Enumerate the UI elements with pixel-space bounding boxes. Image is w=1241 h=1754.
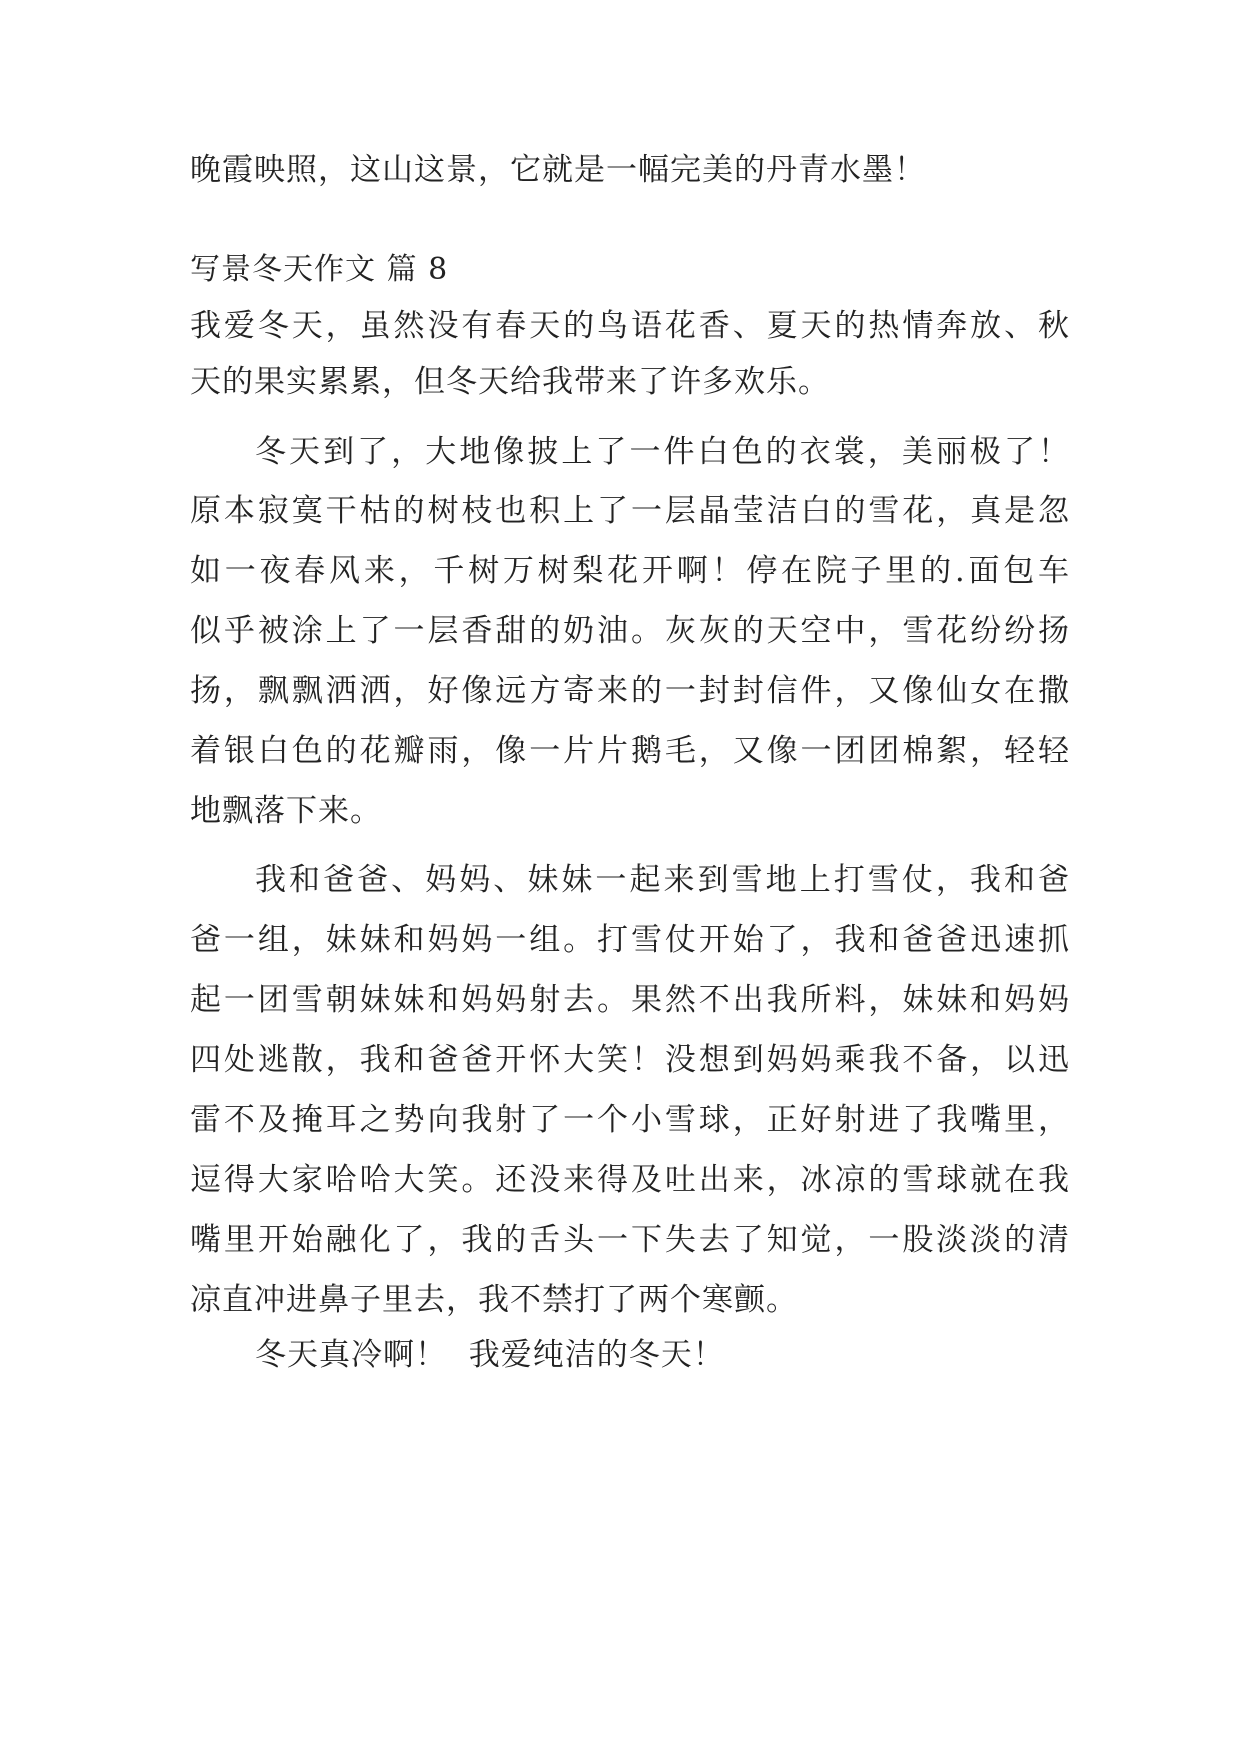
paragraph-line: 起一团雪朝妹妹和妈妈射去。果然不出我所料，妹妹和妈妈 — [190, 982, 1070, 1018]
paragraph-line: 我和爸爸、妈妈、妹妹一起来到雪地上打雪仗，我和爸 — [255, 862, 1070, 898]
paragraph-line: 爸一组，妹妹和妈妈一组。打雪仗开始了，我和爸爸迅速抓 — [190, 922, 1070, 958]
paragraph-line: 冬天到了，大地像披上了一件白色的衣裳，美丽极了！ — [255, 434, 1070, 470]
paragraph-line: 我爱冬天，虽然没有春天的鸟语花香、夏天的热情奔放、秋 — [190, 308, 1070, 344]
paragraph-line: 着银白色的花瓣雨，像一片片鹅毛，又像一团团棉絮，轻轻 — [190, 733, 1070, 769]
paragraph-line: 原本寂寞干枯的树枝也积上了一层晶莹洁白的雪花，真是忽 — [190, 493, 1070, 529]
paragraph-line: 扬，飘飘洒洒，好像远方寄来的一封封信件，又像仙女在撒 — [190, 673, 1070, 709]
paragraph-line: 冬天真冷啊！ 我爱纯洁的冬天！ — [255, 1337, 725, 1373]
paragraph-line: 凉直冲进鼻子里去，我不禁打了两个寒颤。 — [190, 1282, 798, 1318]
paragraph-line: 雷不及掩耳之势向我射了一个小雪球，正好射进了我嘴里， — [190, 1102, 1070, 1138]
paragraph-line: 逗得大家哈哈大笑。还没来得及吐出来，冰凉的雪球就在我 — [190, 1162, 1070, 1198]
section-title: 写景冬天作文 篇 8 — [190, 252, 449, 287]
previous-section-tail: 晚霞映照，这山这景，它就是一幅完美的丹青水墨！ — [190, 152, 926, 188]
paragraph-line: 如一夜春风来，千树万树梨花开啊！停在院子里的.面包车 — [190, 553, 1070, 589]
paragraph-line: 嘴里开始融化了，我的舌头一下失去了知觉，一股淡淡的清 — [190, 1222, 1070, 1258]
paragraph-line: 天的果实累累，但冬天给我带来了许多欢乐。 — [190, 364, 830, 400]
paragraph-line: 四处逃散，我和爸爸开怀大笑！没想到妈妈乘我不备，以迅 — [190, 1042, 1070, 1078]
paragraph-line: 似乎被涂上了一层香甜的奶油。灰灰的天空中，雪花纷纷扬 — [190, 613, 1070, 649]
paragraph-line: 地飘落下来。 — [190, 793, 382, 829]
